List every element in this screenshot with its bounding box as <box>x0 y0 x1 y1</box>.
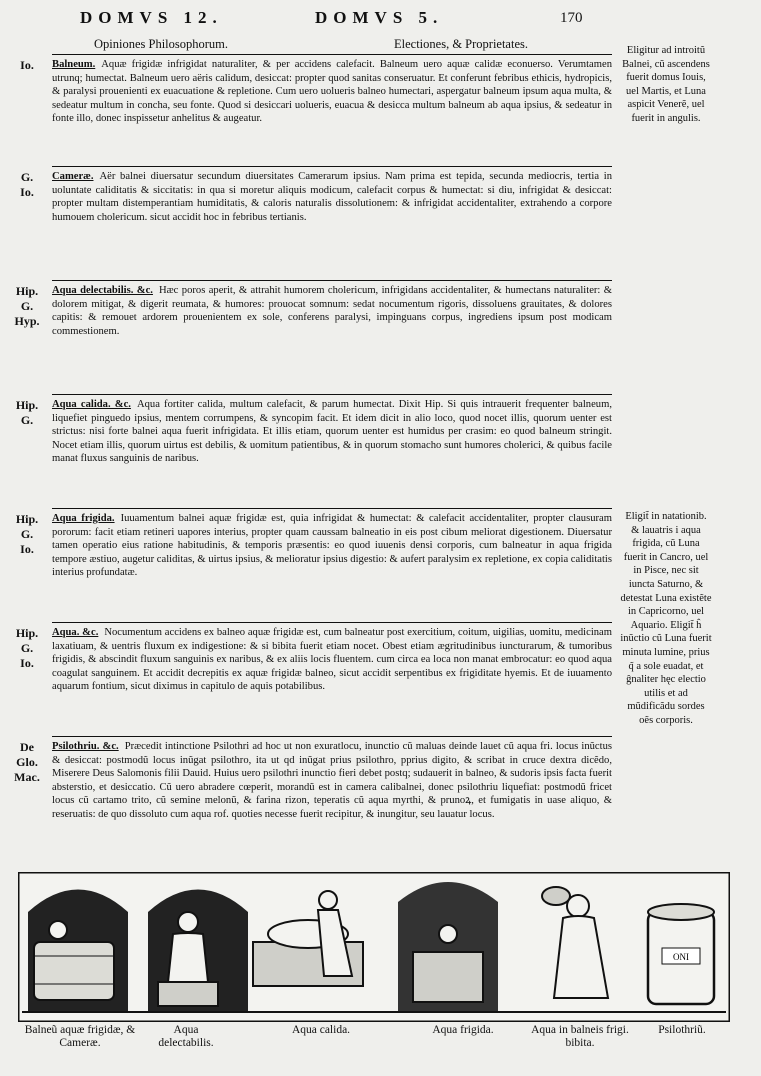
section-body <box>52 58 612 126</box>
cold-tub <box>413 952 483 1002</box>
section-authors: Hip. G. Hyp. <box>14 284 40 328</box>
section-heading: Psilothriu. &c. <box>52 741 119 752</box>
section-authors: Hip. G. Io. <box>15 626 39 670</box>
section-rule <box>52 394 612 395</box>
seated-bather-head <box>178 912 198 932</box>
jar-label-text: ONI <box>673 952 689 962</box>
section-text: Aër balnei diuersatur secundum diuersitates Camerarum ipsius. Nam prima est tepida, secunda mediocris, tertia in uoluntate caliditatis & siccitatis: in qua si moretur aliquis modicum, calefacit corpus & humectat: si diu, infrigidat & desiccat: propter multam distemperantiam humiditatis, & caloris naturalis dissolutionem: & infrigidat accidentaliter, extrahendo a corpore humouem cholericum. sicut accidit hoc in febribus tertianis. <box>52 171 612 223</box>
section-body <box>52 284 612 338</box>
header-domus-left: DOMVS 12. <box>80 8 223 27</box>
section-rule <box>52 166 612 167</box>
section-rule <box>52 622 612 623</box>
bucket <box>158 982 218 1006</box>
section-body <box>52 170 612 224</box>
jar-lid <box>648 904 714 920</box>
section-heading: Aqua. &c. <box>52 627 99 638</box>
section-heading: Aqua delectabilis. &c. <box>52 285 153 296</box>
section-body <box>52 740 612 822</box>
section-authors: Hip. G. <box>15 398 39 427</box>
section-text: Hæc poros aperit, & attrahit humorem cholericum, infrigidans accidentaliter, & humectans naturaliter: & dolorem mitigat, & digerit reumata, & humores: prouocat somnum: sedat nocumentum rigoris, dissoluens grauitates, & dolores capitis: & remouet ardorem prouenientem ex sole, conferens paralysi, impinguans corpus, ingrediens ipsum post modicam commestionem. <box>52 285 613 337</box>
caption-aqua-bibita: Aqua in balneis frigi. bibita. <box>531 1024 629 1049</box>
caption-balneum: Balneũ aquæ frigidæ, & Cameræ. <box>24 1024 136 1049</box>
woodcut-svg <box>18 872 730 1022</box>
subhead-electiones: Electiones, & Proprietates. <box>394 37 528 51</box>
caption-psilothrium: Psilothriũ. <box>658 1024 706 1036</box>
cold-bather-head <box>439 925 457 943</box>
drinking-vessel <box>542 887 570 905</box>
wooden-tub <box>34 942 114 1000</box>
caption-aqua-delectabilis: Aqua delectabilis. <box>158 1024 214 1049</box>
section-rule <box>52 280 612 281</box>
section-text: Præcedit intinctione Psilothri ad hoc ut non exuratlocu, inunctio cũ maluas deinde lauet cũ aqua fri. locus inũctus & desiccat: postmodũ locus inũgat psilothro, ita ut qd inũgat prius psilothro, pprius digito, & scribat in cruce dextra dicẽdo, Miserere Deus Salomonis filii Dauid. Huius uero psilothri inunctio fieri debet postq; sudauerit in balneo, & sudoris ipsis facta fuerit absterstio, et desiccatio. Cũ uero abradere cœperit, morandũ est in camera calibalnei, donec psilothriu liquefiat: postmodũ fricet locus cũ cartamo trito, cũ semine melonũ, & farina rizon, teperatis cũ aqua myrthi, & prunoꝝ, et fumigatis in uase aliquo, & reseruatis: de quo dissoluto cum aqua rof. quoties necesse fuerit recipitur, & inungitur, seu lauatur locus. <box>52 741 612 820</box>
illustration-captions <box>18 1024 748 1072</box>
header-domus-middle: DOMVS 5. <box>315 8 444 27</box>
margin-note-electio-balnei: Eligitur ad introitũ Balnei, cũ ascendens fuerit domus Iouis, uel Martis, et Luna aspicit Venerẽ, uel fuerit in angulis. <box>622 45 710 124</box>
section-text: Nocumentum accidens ex balneo aquæ frigidæ est, cum balneatur post exercitium, coitum, uigilias, uomitu, medicinam laxatiuam, & uentris fluxum ex indigestione: & si bibita fuerit etiam nocet. Obest etiam ægritudinibus iuncturarum, & tumoribus frigidis, & abscindit fluxum sanguinis ex naribus, & ex aliis locis fluentem. cum circa ea loca non manat embrocatur: eo quod aqua coagulat sanguinem. Et accidit decrepitis ex aquæ frigidæ balneo, sicut accidit serpentibus ex frigiditate hyemis. Et de iuuamento aquarum fontium, sicut diximus in capitulo de aquis potabilibus. <box>52 627 612 693</box>
section-body <box>52 398 612 466</box>
section-heading: Cameræ. <box>52 171 94 182</box>
section-authors: Io. <box>20 58 34 72</box>
column-subheadings <box>52 38 612 55</box>
section-text: Aquæ frigidæ infrigidat naturaliter, & per accidens calefacit. Balneum uero aquæ calidæ econuerso. Verumtamen utrunq; humectat. Balneum uero aëris calidum, desiccat: propter quod sanitas conseruatur. Et conferunt febribus ethicis, hydropicis, & paralysi prouenienti ex euacuatione & repletione. Cum uero uolueris balneo humectari, aspergatur balneum ipsum aqua multa, & sedeatur multum in concha, seu fonte. Quod si desiccari uolueris, euacua & desicca multum balneum ab aqua ipsius, & sedeatur in fonte illo, donec inspissetur anhelitus & augeatur. <box>52 59 612 125</box>
woodcut-illustration <box>18 872 730 1022</box>
section-heading: Aqua calida. &c. <box>52 399 131 410</box>
seated-bather-body <box>168 933 208 982</box>
section-text: Iuuamentum balnei aquæ frigidæ est, quia infrigidat & humectat: & calefacit accidentaliter, propter clausuram pororum: facit etiam retineri uapores interius, propter quam caussam balneatio in eis post cibum meliorat digestionem. Diuersatur tamen operatio eius ratione habitudinis, & temporis præsentis: eo quod iuuenis densi corporis, cum balneatur in aqua frigida tempore æstiuo, augetur caliditas, & uirtus ipsius, & melioratur ipsius digestio: & aufert paralysim ex repletione, ex copia caliditatis interius profundatæ. <box>52 513 612 579</box>
section-authors: De Glo. Mac. <box>14 740 40 784</box>
section-authors: Hip. G. Io. <box>15 512 39 556</box>
caption-aqua-calida: Aqua calida. <box>291 1024 351 1036</box>
section-authors: G. Io. <box>20 170 34 199</box>
section-rule <box>52 736 612 737</box>
running-header <box>0 6 761 36</box>
page-number: 170 <box>560 10 583 26</box>
attendant-head <box>319 891 337 909</box>
section-body <box>52 512 612 580</box>
section-rule <box>52 508 612 509</box>
caption-aqua-frigida: Aqua frigida. <box>432 1024 494 1036</box>
section-heading: Aqua frigida. <box>52 513 115 524</box>
margin-note-electio-natationis: Eligit̃ in natationib. & lauatris i aqua frigida, cũ Luna fuerit in Cancro, uel in Pisce, nec sit iuncta Saturno, & detestat Luna existẽte in Capricorno, uel Aquario. Eligit̃ ĥ inũctio cũ Luna fuerit minuta lumine, prius q̃ a sole euadat, et ĝnaliter hęc electio utilis et ad mũdificãdu sordes oẽs corporis. <box>620 511 712 726</box>
section-body <box>52 626 612 694</box>
bather-head <box>49 921 67 939</box>
section-heading: Balneum. <box>52 59 96 70</box>
subhead-opiniones: Opiniones Philosophorum. <box>94 37 229 51</box>
section-text: Aqua fortiter calida, multum calefacit, & parum humectat. Dixit Hip. Si quis intrauerit frequenter balneum, liquefiet pinguedo ipsius, mentem corrumpens, & syncopim facit. Et idem dicit in alio loco, quod nocet illis, quorum uenter est strictus: nisi forte balnei aqua fuerit infrigidata. Et illis etiam, quorum uenter est humidus per crasim: eo quod balneum stringit. Nocet etiam illis, quorum uirtus est debilis, & uomitum patientibus, & in quorum stomacho sunt humores cholerici, & quibus facile manat fluxus sanguinis de naribus. <box>52 399 612 465</box>
